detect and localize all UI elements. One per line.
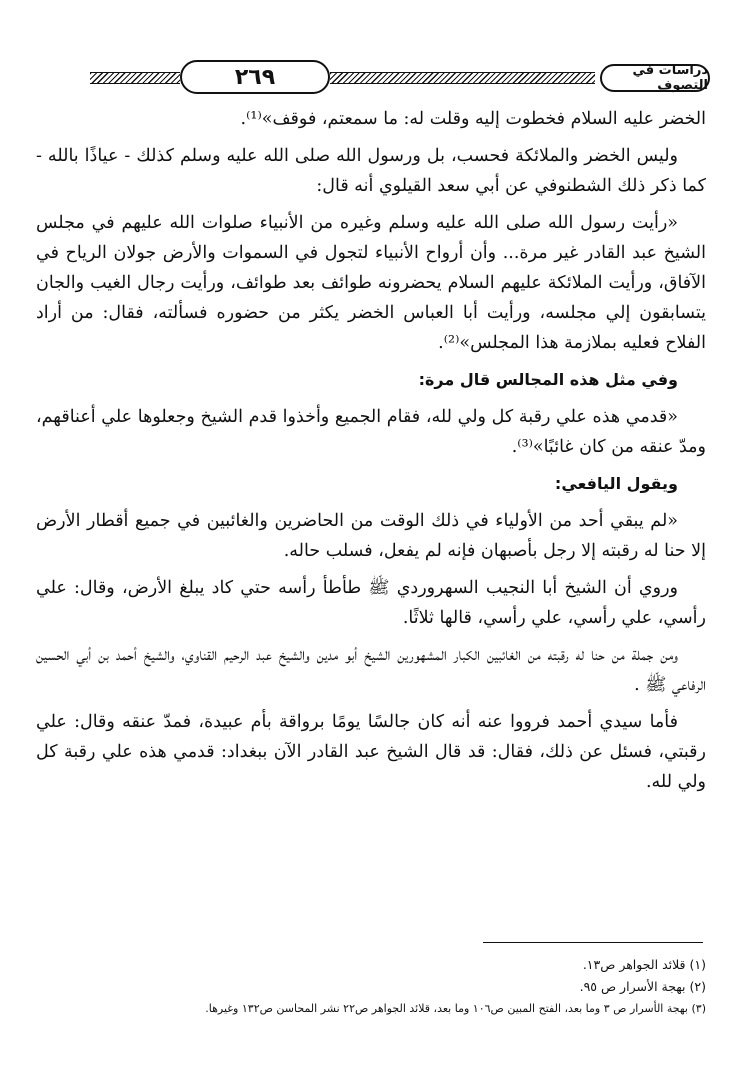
paragraph: فأما سيدي أحمد فرووا عنه أنه كان جالسًا يومًا برواقة بأم عبيدة، فمدّ عنقه وقال: علي رقبتي، فسئل عن ذلك، فقال: قد قال الشيخ عبد القادر الآن ببغداد: قدمي هذه علي رقبة كل ولي لله. xyxy=(36,712,706,792)
paragraph: ومن جملة من حنا له رقبته من الغائبين الكبار المشهورين الشيخ أبو مدين والشيخ عبد الرحيم القناوي، والشيخ أحمد بن أبي الحسين الرفاعي ﷺ . xyxy=(36,645,706,695)
header-ornament-right xyxy=(330,72,595,84)
quote-paragraph: «قدمي هذه علي رقبة كل ولي لله، فقام الجميع وأخذوا قدم الشيخ وجعلوها علي أعناقهم، ومدّ عنقه من كان غائبًا»⁽³⁾. xyxy=(36,407,706,457)
paragraph: الخضر عليه السلام فخطوت إليه وقلت له: ما سمعتم، فوقف»⁽¹⁾. xyxy=(240,109,706,129)
footnote: (٣) بهجة الأسرار ص ٣ وما بعد، الفتح المبين ص١٠٦ وما بعد، قلائد الجواهر ص٢٢ نشر المحاسن ص١٣٢ وغيرها. xyxy=(205,1002,706,1015)
subheading: وفي مثل هذه المجالس قال مرة: xyxy=(418,370,678,389)
running-title: دراسات في التصوف xyxy=(600,64,710,92)
footnotes xyxy=(36,954,706,1020)
paragraph: وروي أن الشيخ أبا النجيب السهروردي ﷺ طأطأ رأسه حتي كاد يبلغ الأرض، وقال: علي رأسي، علي رأسي، علي رأسي، قالها ثلاثًا. xyxy=(36,578,706,628)
footnote: (٢) بهجة الأسرار ص ٩٥. xyxy=(579,979,706,994)
quote-paragraph: «رأيت رسول الله صلى الله عليه وسلم وغيره من الأنبياء صلوات الله عليهم في مجلس الشيخ عبد القادر غير مرة... وأن أرواح الأنبياء لتجول في السموات والأرض جولان الرياح في الآفاق، ورأيت الملائكة عليهم السلام يحضرونه طوائف بعد طوائف، ورأيت رجال الغيب والجان يتسابقون إلي مجلسه، ورأيت أبا العباس الخضر يكثر من حضوره فسألته، فقال: من أراد الفلاح فعليه بملازمة هذا المجلس»⁽²⁾. xyxy=(36,213,706,353)
subheading: ويقول اليافعي: xyxy=(554,474,678,493)
page-number: ٢٦٩ xyxy=(180,60,330,94)
quote-paragraph: «لم يبقي أحد من الأولياء في ذلك الوقت من الحاضرين والغائبين في جميع أقطار الأرض إلا حنا له رقبته إلا رجل بأصبهان فإنه لم يفعل، فسلب حاله. xyxy=(36,511,706,561)
footnote: (١) قلائد الجواهر ص١٣. xyxy=(582,957,706,972)
footnote-divider xyxy=(483,942,703,943)
body-text xyxy=(36,104,706,804)
page-header xyxy=(80,60,710,96)
header-ornament-left xyxy=(90,72,180,84)
paragraph: وليس الخضر والملائكة فحسب، بل ورسول الله صلى الله عليه وسلم كذلك - عياذًا بالله - كما ذكر ذلك الشطنوفي عن أبي سعد القيلوي أنه قال: xyxy=(36,146,706,196)
